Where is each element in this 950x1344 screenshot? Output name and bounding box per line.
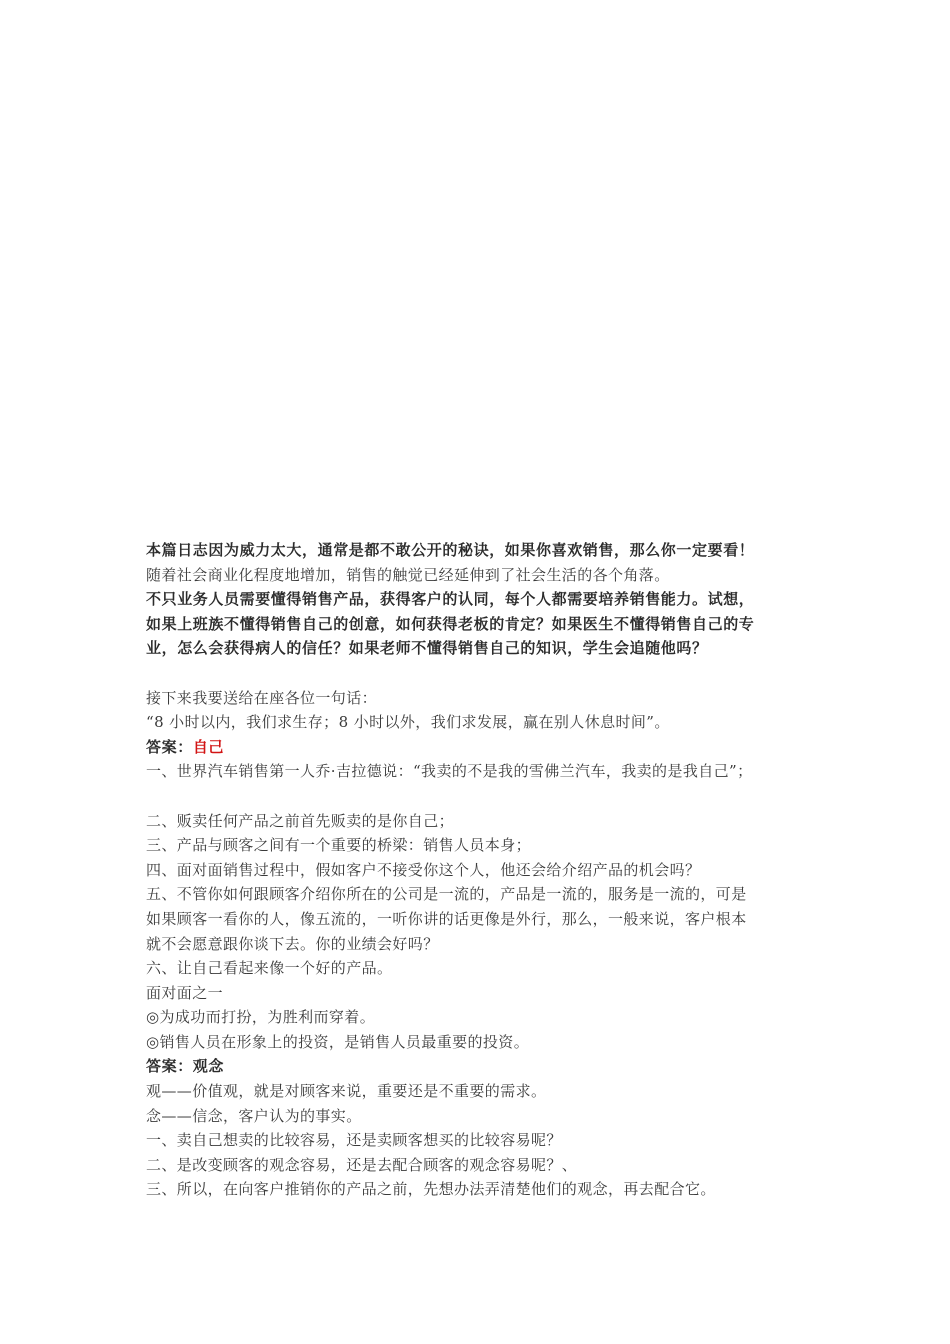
sub-heading: 面对面之一	[146, 983, 224, 1002]
list-item: 二、是改变顾客的观念容易，还是去配合顾客的观念容易呢？、	[146, 1155, 578, 1174]
list-item-continued: 如果顾客一看你的人，像五流的，一听你讲的话更像是外行，那么，一般来说，客户根本	[146, 909, 747, 928]
intro-headline: 本篇日志因为威力太大，通常是都不敢公开的秘诀，如果你喜欢销售，那么你一定要看！	[146, 541, 755, 559]
paragraph-spacer	[146, 661, 826, 686]
answer-label: 答案：	[146, 737, 193, 756]
quote-lead: 接下来我要送给在座各位一句话：	[146, 688, 378, 707]
answer-heading: 答案：观念	[146, 1057, 225, 1076]
list-item: 一、卖自己想卖的比较容易，还是卖顾客想买的比较容易呢？	[146, 1131, 562, 1150]
list-item: 二、贩卖任何产品之前首先贩卖的是你自己；	[146, 811, 455, 830]
list-item: 一、世界汽车销售第一人乔·吉拉德说：“我卖的不是我的雪佛兰汽车，我卖的是我自己”；	[146, 762, 753, 781]
quote-text: “8 小时以内，我们求生存；8 小时以外，我们求发展，赢在别人休息时间”。	[146, 713, 670, 732]
intro-emphasis-line: 业，怎么会获得病人的信任？如果老师不懂得销售自己的知识，学生会追随他吗？	[146, 639, 708, 658]
paragraph-spacer	[146, 784, 826, 809]
intro-emphasis-line: 如果上班族不懂得销售自己的创意，如何获得老板的肯定？如果医生不懂得销售自己的专	[146, 614, 755, 633]
document-body	[146, 538, 826, 1202]
list-item: 三、产品与顾客之间有一个重要的桥梁：销售人员本身；	[146, 836, 532, 855]
list-item: 三、所以，在向客户推销你的产品之前，先想办法弄清楚他们的观念，再去配合它。	[146, 1180, 716, 1199]
list-item: 六、让自己看起来像一个好的产品。	[146, 959, 393, 978]
intro-paragraph: 随着社会商业化程度地增加，销售的触觉已经延伸到了社会生活的各个角落。	[146, 565, 670, 584]
list-item: 五、不管你如何跟顾客介绍你所在的公司是一流的，产品是一流的，服务是一流的，可是	[146, 885, 747, 904]
definition-line: 观——价值观，就是对顾客来说，重要还是不重要的需求。	[146, 1082, 547, 1101]
bullet-item: ◎销售人员在形象上的投资，是销售人员最重要的投资。	[146, 1032, 530, 1051]
bullet-item: ◎为成功而打扮，为胜利而穿着。	[146, 1008, 376, 1027]
answer-value: 自己	[192, 737, 225, 756]
answer-heading	[146, 735, 826, 760]
list-item: 四、面对面销售过程中，假如客户不接受你这个人，他还会给介绍产品的机会吗？	[146, 860, 701, 879]
definition-line: 念——信念，客户认为的事实。	[146, 1106, 362, 1125]
list-item-continued: 就不会愿意跟你谈下去。你的业绩会好吗？	[146, 934, 439, 953]
intro-emphasis-line: 不只业务人员需要懂得销售产品，获得客户的认同，每个人都需要培养销售能力。试想，	[146, 590, 755, 609]
